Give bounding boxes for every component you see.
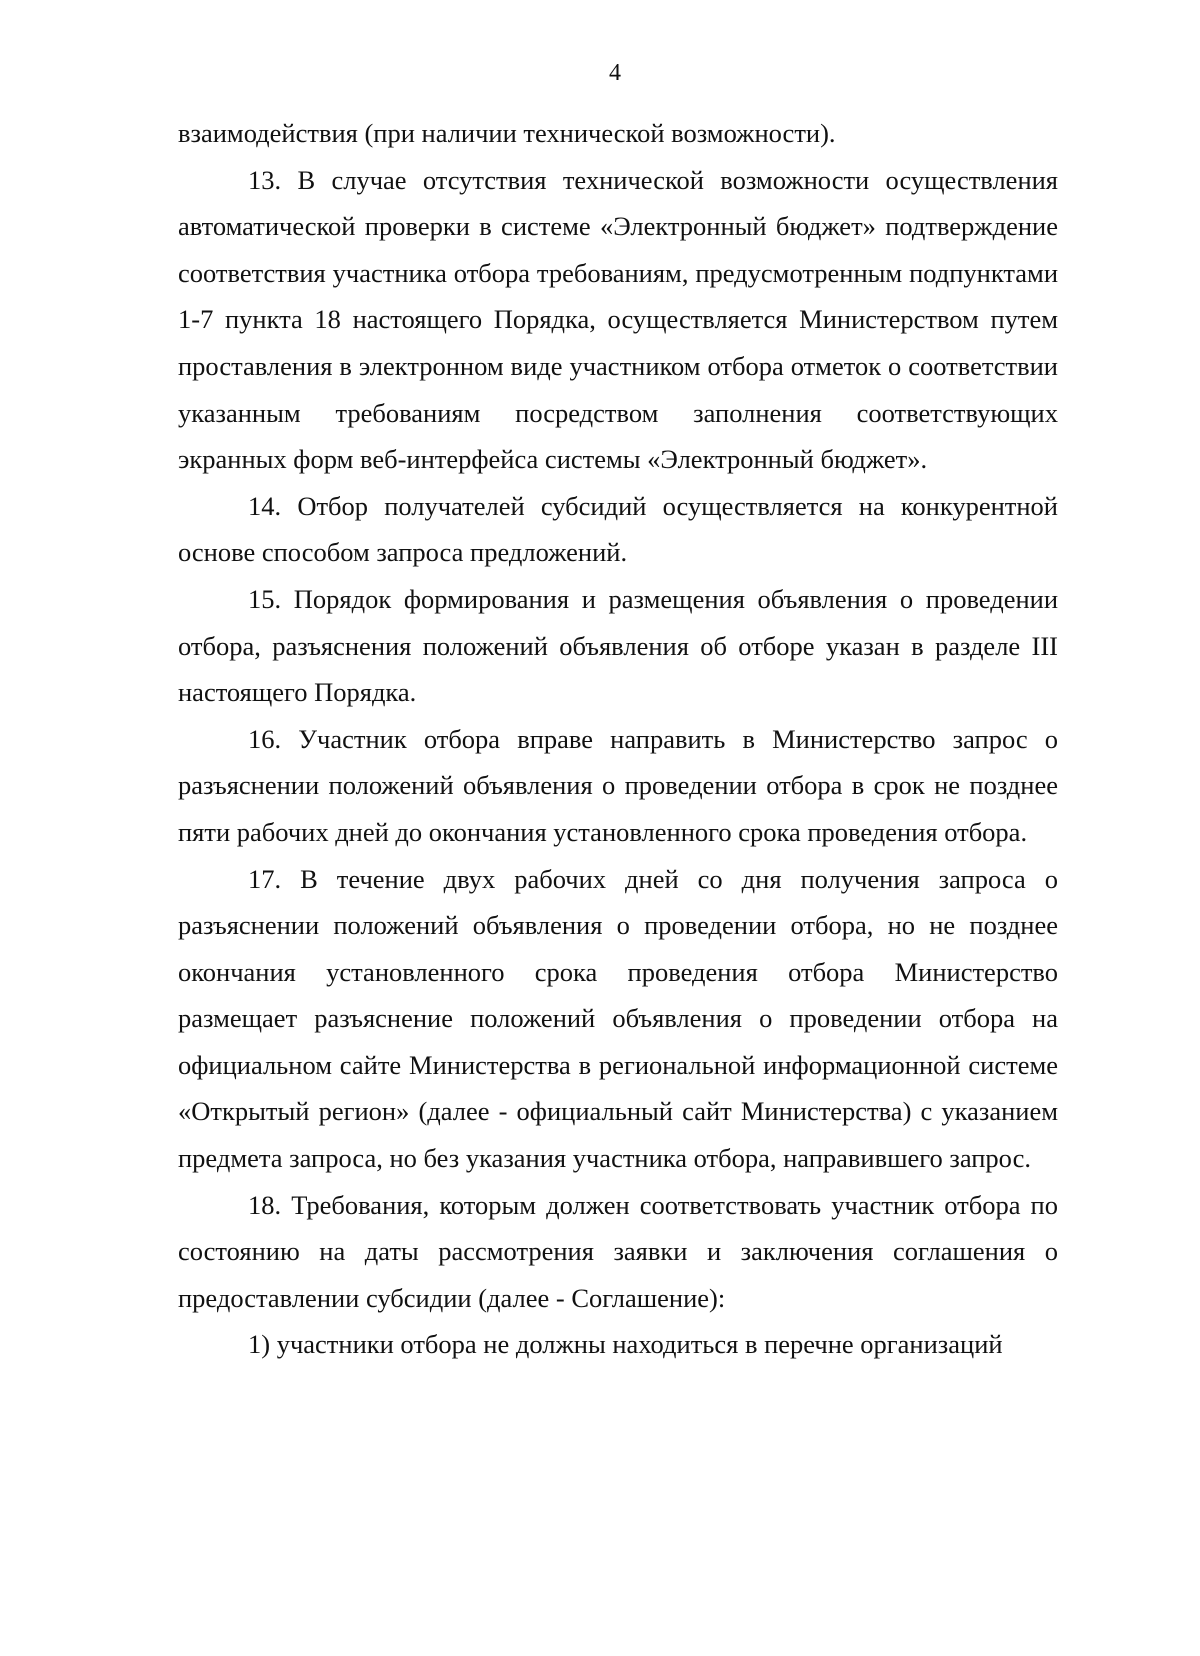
paragraph-16: 16. Участник отбора вправе направить в Министерство запрос о разъяснении положений объявления о проведении отбора в срок не позднее пяти рабочих дней до окончания установленного срока проведения отбора. [178, 723, 1058, 847]
paragraph-18-item-1: 1) участники отбора не должны находиться в перечне организаций [248, 1329, 1003, 1360]
paragraph-17: 17. В течение двух рабочих дней со дня получения запроса о разъяснении положений объявления о проведении отбора, но не позднее окончания установленного срока проведения отбора Министерство размещает разъяснение положений объявления о проведении отбора на официальном сайте Министерства в региональной информационной системе «Открытый регион» (далее - официальный сайт Министерства) с указанием предмета запроса, но без указания участника отбора, направившего запрос. [178, 863, 1058, 1174]
paragraph-15: 15. Порядок формирования и размещения объявления о проведении отбора, разъяснения положений объявления об отборе указан в разделе III настоящего Порядка. [178, 583, 1058, 708]
paragraph-18: 18. Требования, которым должен соответствовать участник отбора по состоянию на даты рассмотрения заявки и заключения соглашения о предоставлении субсидии (далее - Соглашение): [178, 1189, 1058, 1313]
document-body [178, 110, 1058, 1368]
paragraph-continuation: взаимодействия (при наличии технической возможности). [178, 118, 836, 148]
paragraph-14: 14. Отбор получателей субсидий осуществляется на конкурентной основе способом запроса предложений. [178, 490, 1058, 568]
page-number: 4 [609, 60, 621, 86]
paragraph-13: 13. В случае отсутствия технической возможности осуществления автоматической проверки в системе «Электронный бюджет» подтверждение соответствия участника отбора требованиям, предусмотренным подпунктами 1-7 пункта 18 настоящего Порядка, осуществляется Министерством путем проставления в электронном виде участником отбора отметок о соответствии указанным требованиям посредством заполнения соответствующих экранных форм веб-интерфейса системы «Электронный бюджет». [178, 164, 1058, 475]
